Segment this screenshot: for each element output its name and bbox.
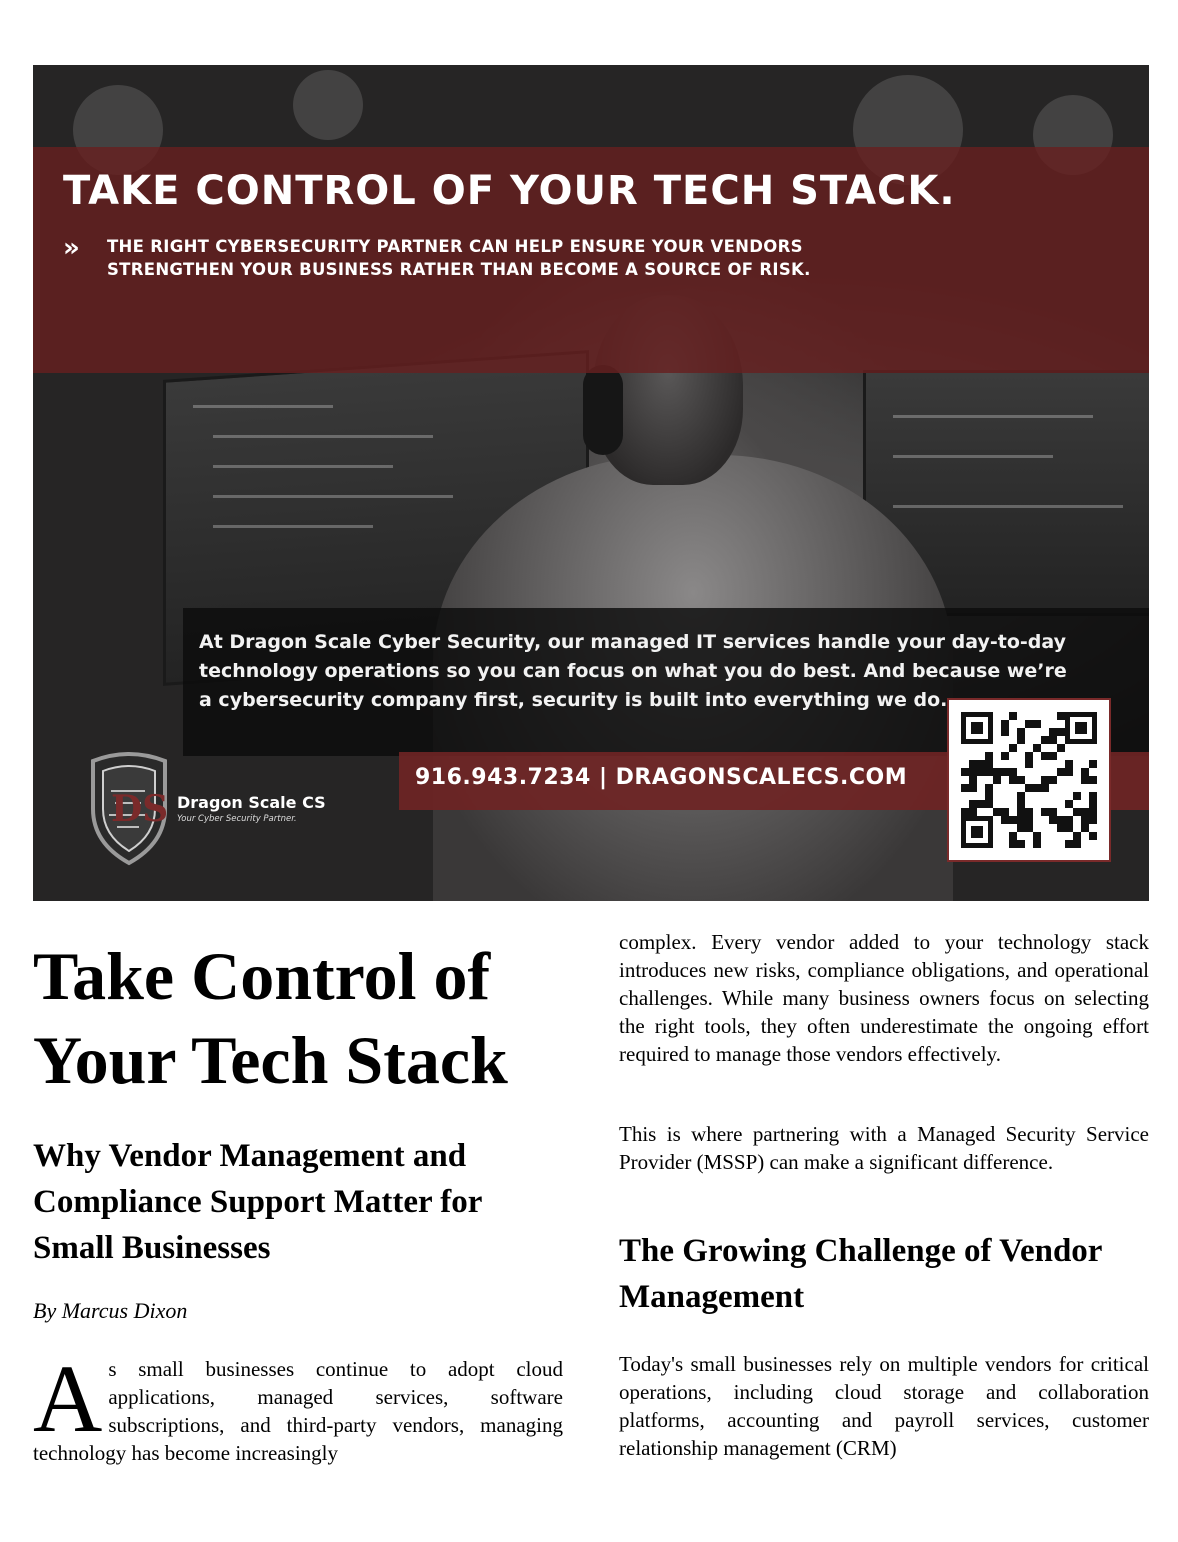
section-paragraph: Today's small businesses rely on multiple vendors for critical operations, including cloud storage and collaboration platforms, accounting and payroll services, customer relationship management (CRM) [619,1352,1149,1460]
screen-line [893,455,1053,458]
ad-headline: TAKE CONTROL OF YOUR TECH STACK. [63,168,956,214]
ad-body-line: technology operations so you can focus on what you do best. And because we’re [199,660,1067,682]
ad-body-line: At Dragon Scale Cyber Security, our managed IT services handle your day-to-day [199,631,1067,653]
dragon-scale-logo-icon [85,751,173,872]
ad-subline-line: STRENGTHEN YOUR BUSINESS RATHER THAN BECOME A SOURCE OF RISK. [107,260,811,279]
qr-code[interactable] [947,698,1111,862]
screen-line [213,525,373,528]
intro-paragraph [33,1345,563,1467]
screen-line [213,435,433,438]
double-chevron-icon: » [63,233,74,263]
bokeh-light [293,70,363,140]
screen-line [893,415,1093,418]
article-subtitle: Why Vendor Management and Compliance Support Matter for Small Businesses [33,1138,482,1266]
ad-body-line: a cybersecurity company first, security is built into everything we do. [199,689,948,711]
qr-code-icon [961,712,1097,848]
article-title: Take Control of Your Tech Stack [33,938,508,1098]
headset-icon [583,365,623,455]
ad-subline-line: THE RIGHT CYBERSECURITY PARTNER CAN HELP ENSURE YOUR VENDORS [107,237,803,256]
screen-line [213,465,393,468]
screen-line [213,495,453,498]
advertisement-banner [33,65,1149,901]
logo-monogram: DS [111,788,169,830]
logo-name: Dragon Scale CS [177,793,326,812]
article-byline: By Marcus Dixon [33,1298,188,1323]
mssp-paragraph: This is where partnering with a Managed Security Service Provider (MSSP) can make a significant difference. [619,1122,1149,1174]
logo-tagline: Your Cyber Security Partner. [177,814,297,824]
screen-line [193,405,333,408]
ad-contact[interactable]: 916.943.7234 | DRAGONSCALECS.COM [415,765,908,790]
intro-text: s small businesses continue to adopt cloud applications, managed services, software subscriptions, and third-party vendors, managing technology has become increasingly [33,1357,563,1465]
intro-continued-paragraph: complex. Every vendor added to your technology stack introduces new risks, compliance obligations, and operational challenges. While many business owners focus on selecting the right tools, they often underestimate the ongoing effort required to manage those vendors effectively. [619,930,1149,1066]
drop-cap: A [33,1345,103,1452]
section-heading: The Growing Challenge of Vendor Management [619,1233,1102,1315]
ad-subline [107,235,1027,281]
screen-line [893,505,1123,508]
